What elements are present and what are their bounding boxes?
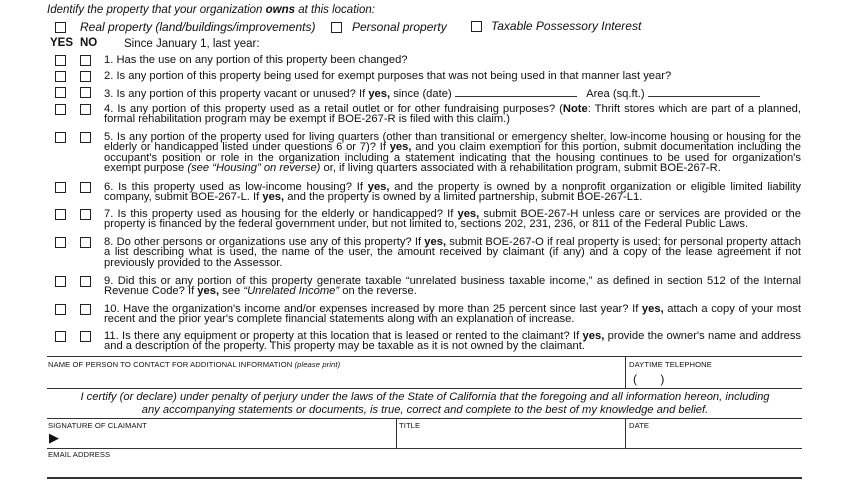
question-10: 10. Have the organization's income and/or expenses increased by more than 25 percent since last year? If yes, attach a copy of your most recent and the prior year's complete financial statements along with an explanation of increase.	[104, 303, 801, 326]
question-5: 5. Is any portion of the property used for living quarters (other than transitional or emergency shelter, low-income housing or housing for the elderly or handicapped listed under questions 6 or 7)? If yes, and you claim exemption for this portion, submit documentation including the occupant's position or role in the organization including a statement indicating that the housing continues to be used for organization's exempt purpose (see “Housing” on reverse) or, if living quarters associated with a rehabilitation program, submit BOE-267-R.	[104, 131, 801, 174]
q11-no-checkbox[interactable]	[80, 331, 91, 342]
date-label: DATE	[629, 421, 650, 430]
q2-no-checkbox[interactable]	[80, 71, 91, 82]
question-9: 9. Did this or any portion of this property generate taxable “unrelated business taxable income,” as defined in section 512 of the Internal Revenue Code? If yes, see “Unrelated Income” on the reverse.	[104, 275, 801, 298]
q1-yes-checkbox[interactable]	[55, 55, 66, 66]
question-8: 8. Do other persons or organizations use any of this property? If yes, submit BOE-267-O if real property is used; for personal property attach a list describing what is used, the name of the user, the amount received by claimant (if any) and a copy of the lease agreement if not previously provided to the Assessor.	[104, 236, 802, 269]
question-3: 3. Is any portion of this property vacant or unused? If yes, since (date) Area (sq.ft.)	[104, 87, 801, 99]
signature-bottom-rule	[47, 448, 802, 449]
q3-yes-checkbox[interactable]	[55, 87, 66, 98]
question-1: 1. Has the use on any portion of this property been changed?	[104, 54, 408, 66]
signature-arrow-icon: ▶	[49, 430, 59, 445]
signature-field[interactable]	[66, 430, 392, 446]
personal-property-checkbox[interactable]	[331, 22, 342, 33]
q9-yes-checkbox[interactable]	[55, 276, 66, 287]
title-label: TITLE	[399, 421, 421, 430]
q4-no-checkbox[interactable]	[80, 104, 91, 115]
q4-yes-checkbox[interactable]	[55, 104, 66, 115]
q10-yes-checkbox[interactable]	[55, 304, 66, 315]
email-label: EMAIL ADDRESS	[48, 450, 111, 459]
question-4: 4. Is any portion of this property used as a retail outlet or for other fundraising purposes? (Note: Thrift stores which are part of a planned, formal rehabilitation program may be exempt if BOE-267-R is filed with this claim.)	[104, 103, 802, 126]
contact-name-label: NAME OF PERSON TO CONTACT FOR ADDITIONAL INFORMATION (please print)	[48, 360, 341, 369]
question-11: 11. Is there any equipment or property at this location that is leased or rented to the claimant? If yes, provide the owner's name and address and a description of the property. This property may be taxable as it is not owned by the claimant.	[104, 330, 802, 353]
contact-top-rule	[47, 356, 802, 357]
signature-top-rule	[47, 418, 802, 419]
title-field[interactable]	[399, 430, 621, 446]
q5-no-checkbox[interactable]	[80, 132, 91, 143]
since-heading: Since January 1, last year:	[124, 38, 260, 50]
contact-bottom-rule	[47, 388, 802, 389]
q7-no-checkbox[interactable]	[80, 209, 91, 220]
personal-property-label: Personal property	[352, 20, 447, 34]
question-6: 6. Is this property used as low-income housing? If yes, and the property is owned by a nonprofit organization or eligible limited liability company, submit BOE-267-L. If yes, and the property is owned by a limited partnership, submit BOE-267-L1.	[104, 181, 802, 204]
question-2: 2. Is any portion of this property being used for exempt purposes that was not being used in that manner last year?	[104, 70, 672, 82]
q11-yes-checkbox[interactable]	[55, 331, 66, 342]
daytime-phone-field[interactable]: ( )	[633, 372, 665, 386]
real-property-label: Real property (land/buildings/improvements)	[80, 20, 316, 34]
signature-label: SIGNATURE OF CLAIMANT	[48, 421, 147, 430]
possessory-interest-label: Taxable Possessory Interest	[491, 19, 642, 33]
daytime-phone-label: DAYTIME TELEPHONE	[629, 360, 712, 369]
q3-no-checkbox[interactable]	[80, 87, 91, 98]
vacant-area-sqft-field[interactable]	[648, 87, 760, 97]
certification-statement: I certify (or declare) under penalty of perjury under the laws of the State of California that the foregoing and all information hereon, including any accompanying statements or documents, is true, correct and complete to the best of my knowledge and belief.	[80, 391, 770, 416]
signature-title-divider	[396, 418, 397, 448]
q6-no-checkbox[interactable]	[80, 182, 91, 193]
q5-yes-checkbox[interactable]	[55, 132, 66, 143]
email-bottom-rule	[47, 477, 802, 479]
real-property-checkbox[interactable]	[55, 22, 66, 33]
yes-column-header: YES	[50, 37, 74, 49]
q1-no-checkbox[interactable]	[80, 55, 91, 66]
q9-no-checkbox[interactable]	[80, 276, 91, 287]
title-date-divider	[625, 418, 626, 448]
no-column-header: NO	[80, 37, 98, 49]
q7-yes-checkbox[interactable]	[55, 209, 66, 220]
q8-yes-checkbox[interactable]	[55, 237, 66, 248]
date-field[interactable]	[629, 430, 799, 446]
contact-name-field[interactable]	[48, 370, 622, 386]
q10-no-checkbox[interactable]	[80, 304, 91, 315]
intro-text: Identify the property that your organization owns at this location:	[47, 4, 375, 16]
contact-divider	[625, 356, 626, 388]
question-7: 7. Is this property used as housing for the elderly or handicapped? If yes, submit BOE-267-H unless care or services are provided or the property is financed by the federal government under, but not limited to, sections 202, 231, 236, or 811 of the Federal Public Laws.	[104, 208, 801, 231]
q8-no-checkbox[interactable]	[80, 237, 91, 248]
q2-yes-checkbox[interactable]	[55, 71, 66, 82]
email-field[interactable]	[48, 460, 798, 476]
vacant-since-date-field[interactable]	[455, 87, 577, 97]
possessory-interest-checkbox[interactable]	[471, 21, 482, 32]
q6-yes-checkbox[interactable]	[55, 182, 66, 193]
